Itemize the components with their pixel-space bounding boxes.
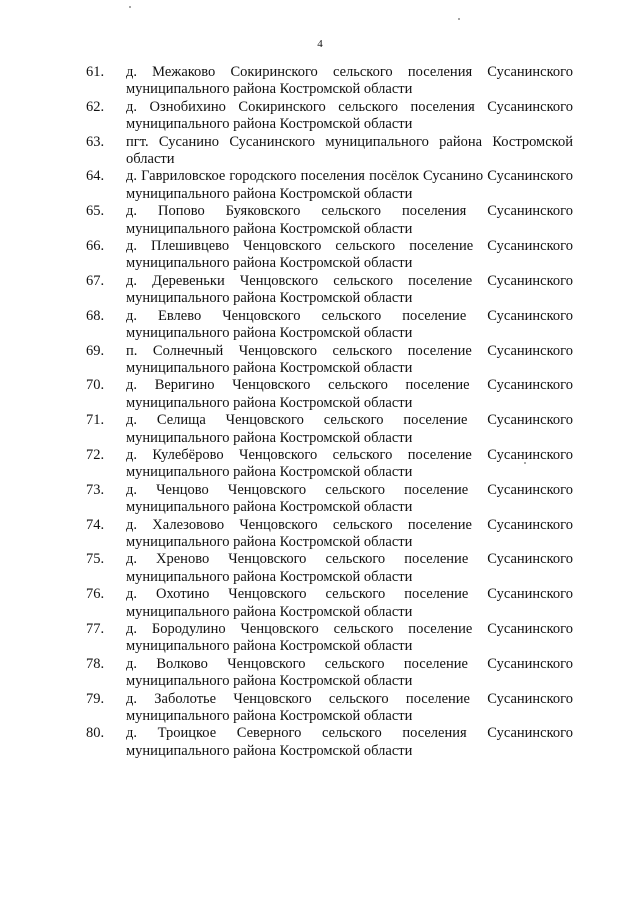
list-item xyxy=(86,377,573,412)
item-text: д. Плешивцево Ченцовского сельского поселение Сусанинского муниципального района Костромской области xyxy=(126,238,573,272)
list-item xyxy=(86,273,573,308)
scan-speck xyxy=(129,6,131,8)
list-item xyxy=(86,482,573,517)
item-number: 66. xyxy=(86,238,105,255)
list-item xyxy=(86,308,573,343)
item-number: 69. xyxy=(86,342,105,359)
list-item xyxy=(86,168,573,203)
list-item xyxy=(86,517,573,552)
item-number: 80. xyxy=(86,725,105,742)
item-number: 71. xyxy=(86,412,105,429)
item-number: 79. xyxy=(86,690,105,707)
item-number: 65. xyxy=(86,203,105,220)
item-text: д. Веригино Ченцовского сельского поселение Сусанинского муниципального района Костромской области xyxy=(126,377,573,411)
list-item xyxy=(86,412,573,447)
list-item xyxy=(86,725,573,760)
item-number: 76. xyxy=(86,586,105,603)
item-number: 61. xyxy=(86,64,105,80)
list-item xyxy=(86,551,573,586)
list-item xyxy=(86,586,573,621)
list-item xyxy=(86,621,573,656)
item-text: д. Деревеньки Ченцовского сельского поселение Сусанинского муниципального района Костромской области xyxy=(126,272,573,307)
list-item xyxy=(86,691,573,726)
item-text: д. Ознобихино Сокиринского сельского поселения Сусанинского муниципального района Костромской области xyxy=(126,98,573,133)
item-number: 67. xyxy=(86,272,105,289)
item-number: 75. xyxy=(86,551,105,568)
item-number: 62. xyxy=(86,98,105,115)
item-number: 72. xyxy=(86,446,105,463)
item-text: д. Охотино Ченцовского сельского поселение Сусанинского муниципального района Костромской области xyxy=(126,586,573,620)
list-item xyxy=(86,203,573,238)
list-item xyxy=(86,343,573,378)
item-text: д. Гавриловское городского поселения посёлок Сусанино Сусанинского муниципального района Костромской области xyxy=(126,168,573,202)
list-item xyxy=(86,238,573,273)
list-item xyxy=(86,99,573,134)
item-text: д. Ченцово Ченцовского сельского поселение Сусанинского муниципального района Костромской области xyxy=(126,481,573,516)
item-text: д. Хреново Ченцовского сельского поселение Сусанинского муниципального района Костромской области xyxy=(126,551,573,585)
item-text: пгт. Сусанино Сусанинского муниципального района Костромской области xyxy=(126,133,573,168)
item-text: п. Солнечный Ченцовского сельского поселение Сусанинского муниципального района Костромской области xyxy=(126,342,573,376)
item-text: д. Межаково Сокиринского сельского поселения Сусанинского муниципального района Костромской области xyxy=(126,64,573,98)
item-number: 70. xyxy=(86,377,105,394)
item-text: д. Заболотье Ченцовского сельского поселение Сусанинского муниципального района Костромской области xyxy=(126,690,573,725)
item-text: д. Халезовово Ченцовского сельского поселение Сусанинского муниципального района Костромской области xyxy=(126,516,573,550)
item-text: д. Бородулино Ченцовского сельского поселение Сусанинского муниципального района Костромской области xyxy=(126,621,573,655)
item-number: 74. xyxy=(86,516,105,533)
item-number: 77. xyxy=(86,621,105,637)
item-text: д. Троицкое Северного сельского поселения Сусанинского муниципального района Костромской области xyxy=(126,725,573,759)
item-text: д. Селища Ченцовского сельского поселение Сусанинского муниципального района Костромской области xyxy=(126,412,573,446)
item-text: д. Евлево Ченцовского сельского поселение Сусанинского муниципального района Костромской области xyxy=(126,307,573,342)
item-text: д. Попово Буяковского сельского поселения Сусанинского муниципального района Костромской области xyxy=(126,203,573,237)
list-item xyxy=(86,656,573,691)
page-number: 4 xyxy=(317,38,323,50)
item-number: 63. xyxy=(86,133,105,150)
settlement-list xyxy=(86,64,573,760)
item-text: д. Волково Ченцовского сельского поселение Сусанинского муниципального района Костромской области xyxy=(126,655,573,690)
scan-speck xyxy=(458,18,460,20)
item-text: д. Кулебёрово Ченцовского сельского поселение Сусанинского муниципального района Костромской области xyxy=(126,446,573,481)
item-number: 64. xyxy=(86,168,105,185)
item-number: 68. xyxy=(86,307,105,324)
list-item xyxy=(86,64,573,99)
list-item xyxy=(86,134,573,169)
item-number: 73. xyxy=(86,481,105,498)
list-item xyxy=(86,447,573,482)
item-number: 78. xyxy=(86,655,105,672)
